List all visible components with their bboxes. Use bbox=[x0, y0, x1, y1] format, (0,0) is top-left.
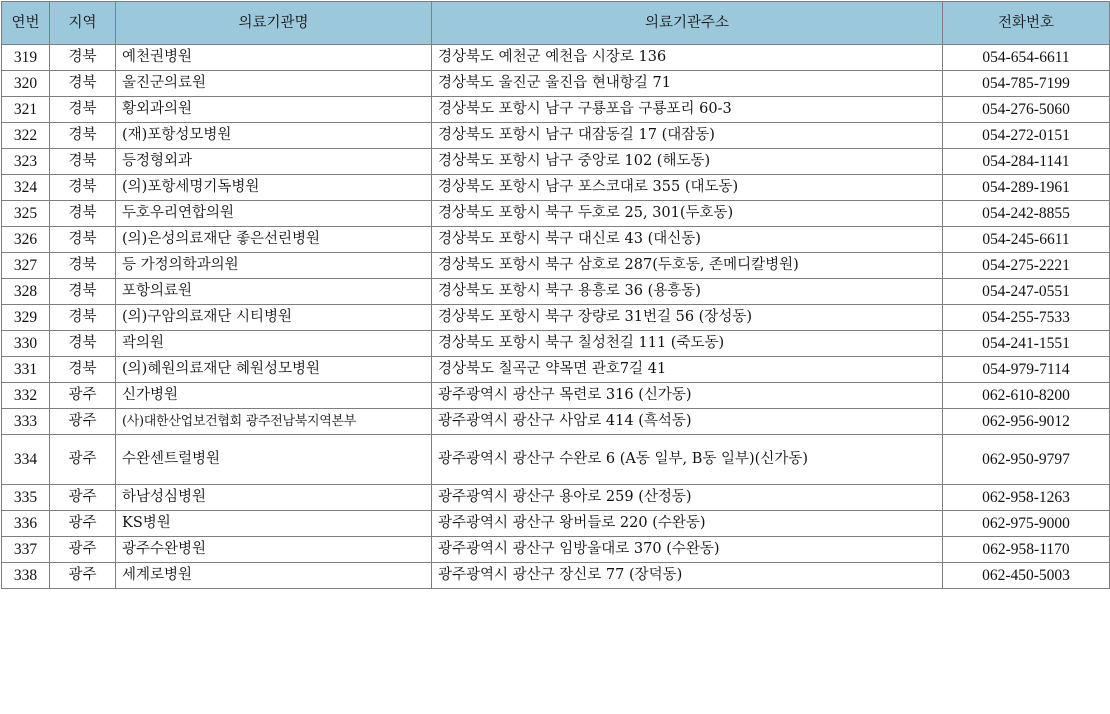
table-row bbox=[2, 97, 1110, 123]
cell-address: 광주광역시 광산구 임방울대로 370 (수완동) bbox=[432, 537, 943, 563]
cell-region: 경북 bbox=[50, 279, 116, 305]
cell-region: 경북 bbox=[50, 45, 116, 71]
cell-name: 등정형외과 bbox=[116, 149, 432, 175]
cell-address: 광주광역시 광산구 용아로 259 (산정동) bbox=[432, 485, 943, 511]
cell-address: 광주광역시 광산구 수완로 6 (A동 일부, B동 일부)(신가동) bbox=[432, 435, 943, 485]
cell-serial: 324 bbox=[2, 175, 50, 201]
cell-name: (사)대한산업보건협회 광주전남북지역본부 bbox=[116, 409, 432, 435]
cell-serial: 325 bbox=[2, 201, 50, 227]
table-row bbox=[2, 331, 1110, 357]
table-row bbox=[2, 357, 1110, 383]
cell-region: 경북 bbox=[50, 201, 116, 227]
cell-address: 경상북도 포항시 북구 용흥로 36 (용흥동) bbox=[432, 279, 943, 305]
table-row bbox=[2, 485, 1110, 511]
hospital-table bbox=[1, 1, 1110, 589]
cell-name: KS병원 bbox=[116, 511, 432, 537]
cell-address: 경상북도 포항시 북구 삼호로 287(두호동, 존메디칼병원) bbox=[432, 253, 943, 279]
table-row bbox=[2, 511, 1110, 537]
cell-serial: 335 bbox=[2, 485, 50, 511]
cell-serial: 333 bbox=[2, 409, 50, 435]
cell-phone: 054-979-7114 bbox=[943, 357, 1110, 383]
cell-region: 경북 bbox=[50, 357, 116, 383]
cell-phone: 062-958-1170 bbox=[943, 537, 1110, 563]
cell-phone: 062-450-5003 bbox=[943, 563, 1110, 589]
cell-phone: 062-610-8200 bbox=[943, 383, 1110, 409]
cell-serial: 330 bbox=[2, 331, 50, 357]
cell-serial: 321 bbox=[2, 97, 50, 123]
cell-region: 경북 bbox=[50, 97, 116, 123]
cell-name: (의)포항세명기독병원 bbox=[116, 175, 432, 201]
cell-phone: 054-241-1551 bbox=[943, 331, 1110, 357]
header-institution-address: 의료기관주소 bbox=[432, 2, 943, 45]
table-row bbox=[2, 279, 1110, 305]
cell-address: 광주광역시 광산구 장신로 77 (장덕동) bbox=[432, 563, 943, 589]
table-row bbox=[2, 45, 1110, 71]
cell-name: 광주수완병원 bbox=[116, 537, 432, 563]
cell-name: (의)은성의료재단 좋은선린병원 bbox=[116, 227, 432, 253]
cell-address: 광주광역시 광산구 목련로 316 (신가동) bbox=[432, 383, 943, 409]
cell-phone: 054-785-7199 bbox=[943, 71, 1110, 97]
cell-name: 등 가정의학과의원 bbox=[116, 253, 432, 279]
cell-serial: 327 bbox=[2, 253, 50, 279]
header-serial: 연번 bbox=[2, 2, 50, 45]
cell-serial: 338 bbox=[2, 563, 50, 589]
cell-serial: 329 bbox=[2, 305, 50, 331]
cell-address: 경상북도 포항시 북구 칠성천길 111 (죽도동) bbox=[432, 331, 943, 357]
cell-phone: 062-950-9797 bbox=[943, 435, 1110, 485]
cell-phone: 054-272-0151 bbox=[943, 123, 1110, 149]
cell-address: 광주광역시 광산구 사암로 414 (흑석동) bbox=[432, 409, 943, 435]
cell-name: 하남성심병원 bbox=[116, 485, 432, 511]
cell-name: 황외과의원 bbox=[116, 97, 432, 123]
cell-region: 경북 bbox=[50, 253, 116, 279]
cell-address: 경상북도 칠곡군 약목면 관호7길 41 bbox=[432, 357, 943, 383]
cell-name: (의)구암의료재단 시티병원 bbox=[116, 305, 432, 331]
cell-name: 두호우리연합의원 bbox=[116, 201, 432, 227]
cell-phone: 054-654-6611 bbox=[943, 45, 1110, 71]
cell-region: 경북 bbox=[50, 123, 116, 149]
cell-name: 신가병원 bbox=[116, 383, 432, 409]
cell-address: 경상북도 예천군 예천읍 시장로 136 bbox=[432, 45, 943, 71]
cell-phone: 054-255-7533 bbox=[943, 305, 1110, 331]
cell-region: 광주 bbox=[50, 383, 116, 409]
cell-serial: 319 bbox=[2, 45, 50, 71]
cell-address: 경상북도 울진군 울진읍 현내항길 71 bbox=[432, 71, 943, 97]
cell-name: 수완센트럴병원 bbox=[116, 435, 432, 485]
cell-name: (의)혜원의료재단 혜원성모병원 bbox=[116, 357, 432, 383]
cell-name: 포항의료원 bbox=[116, 279, 432, 305]
table-row bbox=[2, 435, 1110, 485]
cell-serial: 336 bbox=[2, 511, 50, 537]
cell-serial: 323 bbox=[2, 149, 50, 175]
cell-phone: 062-958-1263 bbox=[943, 485, 1110, 511]
cell-phone: 054-247-0551 bbox=[943, 279, 1110, 305]
cell-address: 광주광역시 광산구 왕버들로 220 (수완동) bbox=[432, 511, 943, 537]
cell-phone: 054-289-1961 bbox=[943, 175, 1110, 201]
cell-serial: 334 bbox=[2, 435, 50, 485]
cell-region: 경북 bbox=[50, 305, 116, 331]
cell-phone: 054-242-8855 bbox=[943, 201, 1110, 227]
cell-name: 예천권병원 bbox=[116, 45, 432, 71]
cell-phone: 062-975-9000 bbox=[943, 511, 1110, 537]
table-row bbox=[2, 227, 1110, 253]
table-row bbox=[2, 123, 1110, 149]
cell-name: 세계로병원 bbox=[116, 563, 432, 589]
cell-region: 경북 bbox=[50, 149, 116, 175]
cell-serial: 337 bbox=[2, 537, 50, 563]
table-row bbox=[2, 175, 1110, 201]
cell-name: 곽의원 bbox=[116, 331, 432, 357]
cell-address: 경상북도 포항시 남구 구룡포읍 구룡포리 60-3 bbox=[432, 97, 943, 123]
table-row bbox=[2, 537, 1110, 563]
table-row bbox=[2, 253, 1110, 279]
table-row bbox=[2, 563, 1110, 589]
cell-phone: 062-956-9012 bbox=[943, 409, 1110, 435]
cell-region: 광주 bbox=[50, 563, 116, 589]
cell-region: 경북 bbox=[50, 331, 116, 357]
cell-serial: 328 bbox=[2, 279, 50, 305]
cell-region: 경북 bbox=[50, 71, 116, 97]
cell-address: 경상북도 포항시 북구 장량로 31번길 56 (장성동) bbox=[432, 305, 943, 331]
cell-region: 경북 bbox=[50, 175, 116, 201]
header-phone: 전화번호 bbox=[943, 2, 1110, 45]
table-row bbox=[2, 305, 1110, 331]
header-region: 지역 bbox=[50, 2, 116, 45]
cell-name: 울진군의료원 bbox=[116, 71, 432, 97]
cell-phone: 054-245-6611 bbox=[943, 227, 1110, 253]
cell-region: 광주 bbox=[50, 537, 116, 563]
cell-region: 광주 bbox=[50, 409, 116, 435]
table-header-row bbox=[2, 2, 1110, 45]
cell-phone: 054-284-1141 bbox=[943, 149, 1110, 175]
cell-region: 경북 bbox=[50, 227, 116, 253]
cell-phone: 054-275-2221 bbox=[943, 253, 1110, 279]
cell-address: 경상북도 포항시 남구 대잠동길 17 (대잠동) bbox=[432, 123, 943, 149]
table-row bbox=[2, 201, 1110, 227]
cell-address: 경상북도 포항시 북구 두호로 25, 301(두호동) bbox=[432, 201, 943, 227]
cell-name: (재)포항성모병원 bbox=[116, 123, 432, 149]
cell-region: 광주 bbox=[50, 485, 116, 511]
cell-address: 경상북도 포항시 북구 대신로 43 (대신동) bbox=[432, 227, 943, 253]
cell-region: 광주 bbox=[50, 511, 116, 537]
cell-serial: 331 bbox=[2, 357, 50, 383]
header-institution-name: 의료기관명 bbox=[116, 2, 432, 45]
cell-serial: 326 bbox=[2, 227, 50, 253]
cell-address: 경상북도 포항시 남구 포스코대로 355 (대도동) bbox=[432, 175, 943, 201]
cell-serial: 332 bbox=[2, 383, 50, 409]
cell-address: 경상북도 포항시 남구 중앙로 102 (해도동) bbox=[432, 149, 943, 175]
cell-region: 광주 bbox=[50, 435, 116, 485]
table-row bbox=[2, 383, 1110, 409]
cell-serial: 322 bbox=[2, 123, 50, 149]
table-row bbox=[2, 71, 1110, 97]
table-row bbox=[2, 409, 1110, 435]
cell-serial: 320 bbox=[2, 71, 50, 97]
table-row bbox=[2, 149, 1110, 175]
cell-phone: 054-276-5060 bbox=[943, 97, 1110, 123]
